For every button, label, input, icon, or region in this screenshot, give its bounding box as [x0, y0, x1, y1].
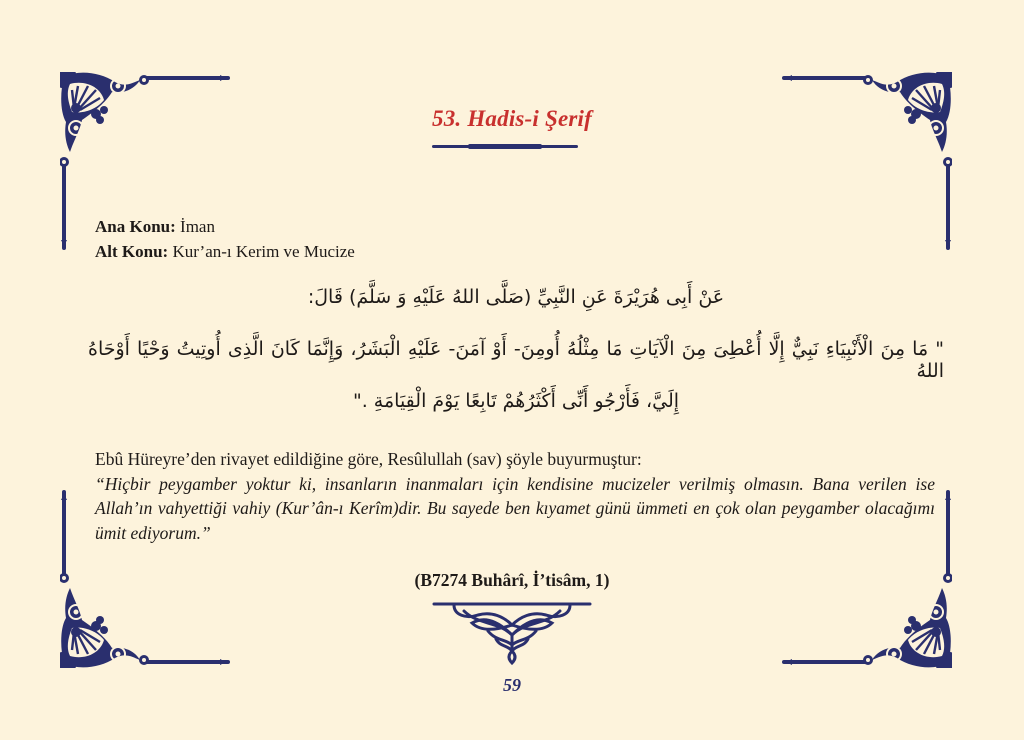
sub-topic-label: Alt Konu:	[95, 242, 169, 261]
source-citation: (B7274 Buhârî, İ’tisâm, 1)	[414, 570, 610, 590]
floral-corner-ornament-icon	[782, 72, 952, 252]
arabic-text-line-2: " مَا مِنَ الْأَنْبِيَاءِ نَبِيٌّ إِلَّا أُعْطِىَ مِنَ الْآيَاتِ مَا مِثْلُهُ أُومِنَ- أَوْ آمَنَ- عَلَيْهِ الْبَشَرُ، وَإِنَّمَا كَانَ الَّذِى أُوتِيتُ وَحْيًا أَوْحَاهُ اللهُ	[88, 338, 944, 382]
translation-block	[95, 447, 935, 545]
arabic-text-line-3: إِلَيَّ، فَأَرْجُو أَنِّى أَكْثَرُهُمْ تَابِعًا يَوْمَ الْقِيَامَةِ ."	[352, 390, 680, 412]
sub-topic-value: Kur’an-ı Kerim ve Mucize	[168, 242, 355, 261]
translation-quote: “Hiçbir peygamber yoktur ki, insanların inanmaları için kendisine mucizeler verilmiş olmasın. Bana verilen ise Allah’ın vahyettiği vahiy (Kur’ân-ı Kerîm)dir. Bu sayede ben kıyamet günü ümmeti en çok olan peygamber olacağımı ümit ediyorum.”	[95, 473, 935, 543]
translation-intro: Ebû Hüreyre’den rivayet edildiğine göre, Resûlullah (sav) şöyle buyurmuştur:	[95, 449, 642, 469]
main-topic-row	[95, 214, 355, 239]
arabic-text-line-1: عَنْ أَبِى هُرَيْرَةَ عَنِ النَّبِيِّ (صَلَّى اللهُ عَلَيْهِ وَ سَلَّمَ) قَالَ:	[307, 286, 725, 308]
main-topic-label: Ana Konu:	[95, 217, 176, 236]
page-title: 53. Hadis-i Şerif	[432, 106, 592, 131]
main-topic-value: İman	[175, 217, 215, 236]
topic-metadata	[95, 214, 355, 264]
sub-topic-row	[95, 239, 355, 264]
title-underline	[432, 145, 578, 148]
knot-ornament-icon	[432, 601, 592, 665]
page-number: 59	[503, 675, 521, 695]
